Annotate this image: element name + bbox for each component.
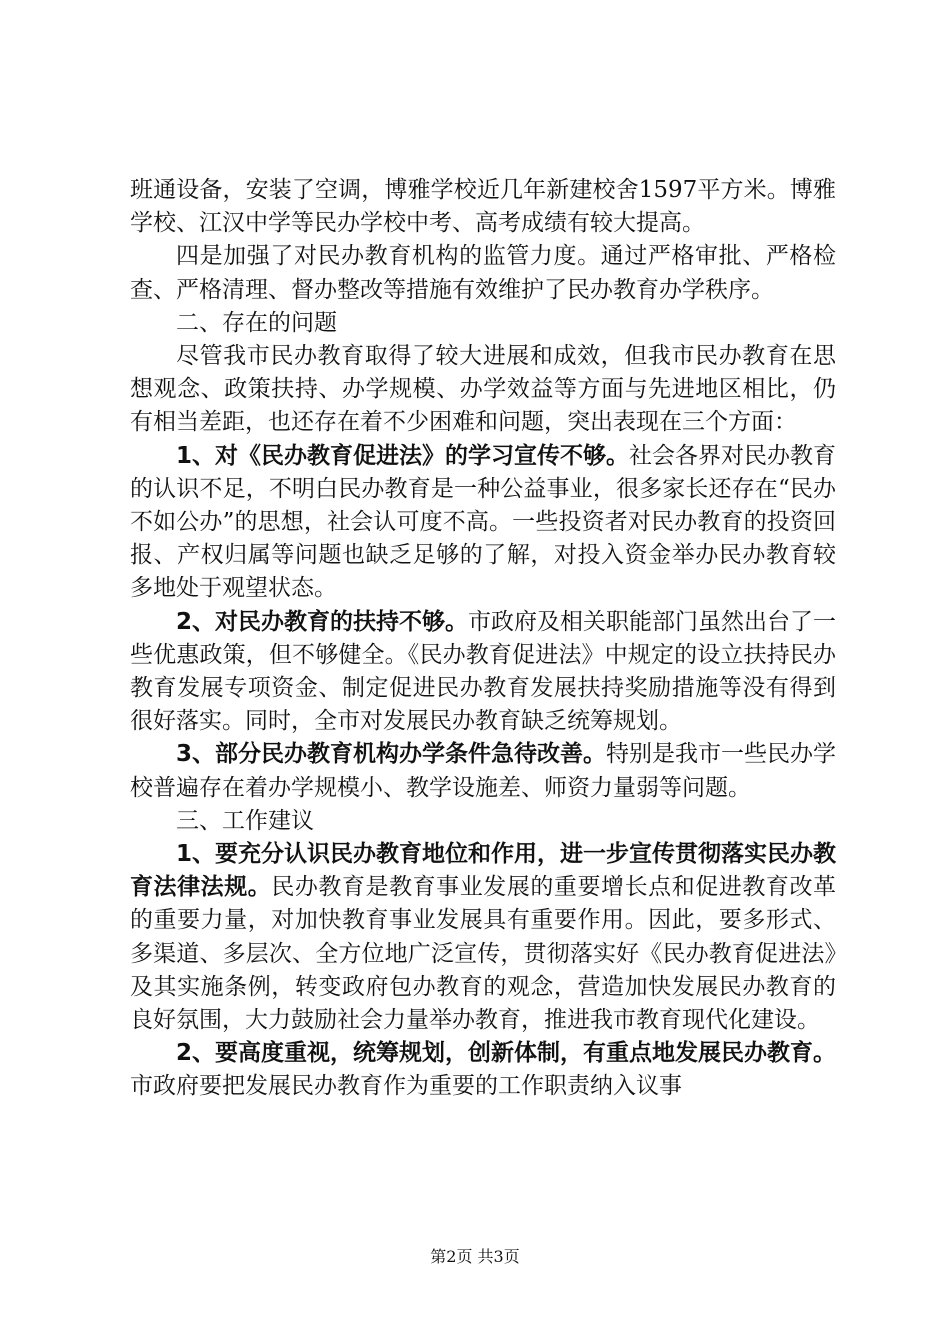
paragraph-bold-lead: 3、部分民办教育机构办学条件急待改善。 bbox=[176, 741, 607, 768]
paragraph-text: 班通设备，安装了空调，博雅学校近几年新建校舍1597平方米。博雅学校、江汉中学等民办学校中考、高考成绩有较大提高。 bbox=[130, 177, 836, 237]
paragraph-text: 市政府及相关职能部门虽然出台了一些优惠政策，但不够健全。《民办教育促进法》中规定的设立扶持民办教育发展专项资金、制定促进民办教育发展扶持奖励措施等没有得到很好落实。同时，全市对发展民办教育缺乏统筹规划。 bbox=[130, 608, 837, 735]
paragraph-bold-lead: 1、对《民办教育促进法》的学习宣传不够。 bbox=[176, 442, 630, 469]
paragraph-text: 民办教育是教育事业发展的重要增长点和促进教育改革的重要力量，对加快教育事业发展具有重要作用。因此，要多形式、多渠道、多层次、全方位地广泛宣传，贯彻落实好《民办教育促进法》及其实施条例，转变政府包办教育的观念，营造加快发展民办教育的良好氛围，大力鼓励社会力量举办教育，推进我市教育现代化建设。 bbox=[130, 874, 837, 1034]
paragraph-problem-1 bbox=[130, 440, 836, 606]
document-body bbox=[130, 174, 836, 1104]
section-heading-problems: 二、存在的问题 bbox=[176, 309, 337, 336]
paragraph-bold-lead: 2、要高度重视，统筹规划，创新体制，有重点地发展民办教育。 bbox=[176, 1040, 837, 1067]
paragraph-problems-intro bbox=[130, 340, 836, 440]
paragraph-continued bbox=[130, 174, 836, 240]
paragraph-suggestion-1 bbox=[130, 838, 836, 1037]
paragraph-text: 社会各界对民办教育的认识不足，不明白民办教育是一种公益事业，很多家长还存在“民办不如公办”的思想，社会认可度不高。一些投资者对民办教育的投资回报、产权归属等问题也缺乏足够的了解，对投入资金举办民办教育较多地处于观望状态。 bbox=[130, 442, 837, 602]
paragraph-text: 尽管我市民办教育取得了较大进展和成效，但我市民办教育在思想观念、政策扶持、办学规模、办学效益等方面与先进地区相比，仍有相当差距，也还存在着不少困难和问题，突出表现在三个方面： bbox=[130, 343, 836, 436]
paragraph-bold-lead: 1、要充分认识民办教育地位和作用，进一步宣传贯彻落实民办教育法律法规。 bbox=[130, 841, 837, 901]
paragraph-supervision bbox=[130, 240, 836, 306]
paragraph-text: 市政府要把发展民办教育作为重要的工作职责纳入议事 bbox=[130, 1073, 682, 1100]
page-number-label: 第2页 共3页 bbox=[430, 1247, 520, 1266]
page-footer bbox=[0, 1244, 950, 1267]
paragraph-text: 四是加强了对民办教育机构的监管力度。通过严格审批、严格检查、严格清理、督办整改等措施有效维护了民办教育办学秩序。 bbox=[130, 243, 836, 303]
paragraph-problem-2 bbox=[130, 606, 836, 739]
section-heading-suggestions: 三、工作建议 bbox=[176, 807, 314, 834]
paragraph-suggestion-2 bbox=[130, 1037, 836, 1103]
paragraph-text: 特别是我市一些民办学校普遍存在着办学规模小、教学设施差、师资力量弱等问题。 bbox=[130, 741, 837, 801]
paragraph-bold-lead: 2、对民办教育的扶持不够。 bbox=[176, 608, 469, 635]
paragraph-problem-3 bbox=[130, 738, 836, 804]
